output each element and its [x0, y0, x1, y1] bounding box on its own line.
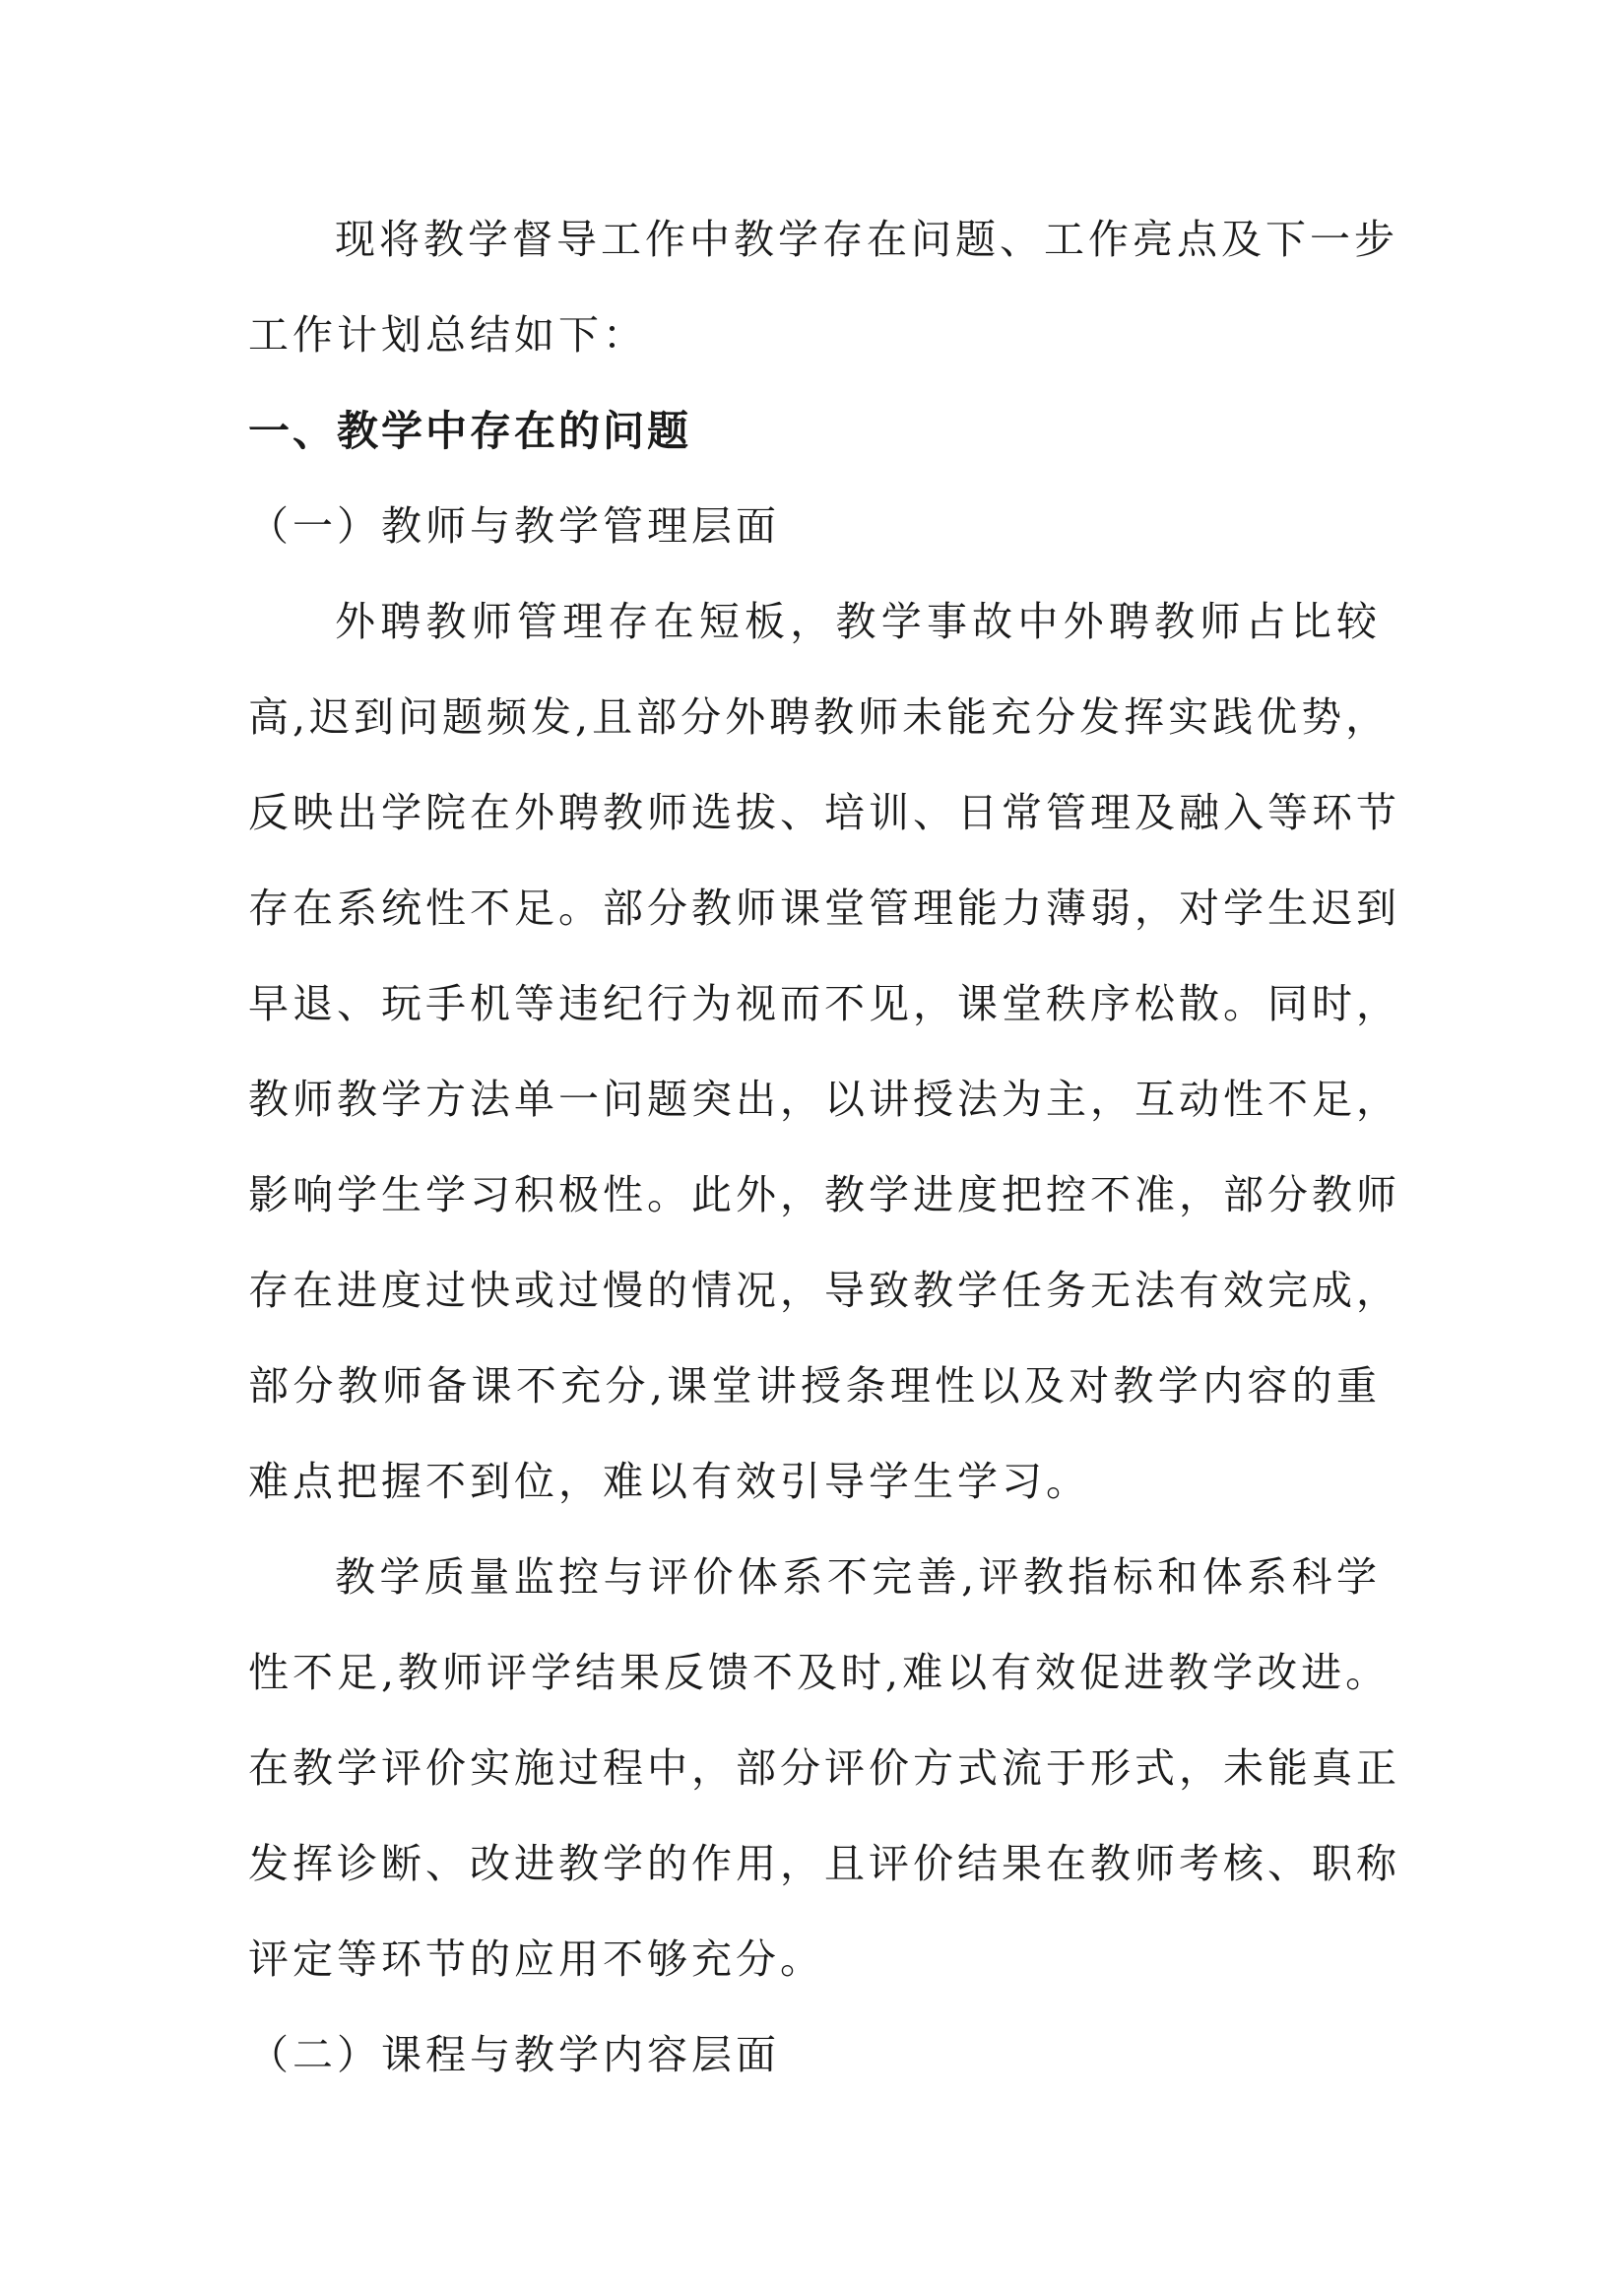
subsection-heading: （一）教师与教学管理层面 [248, 502, 780, 550]
section-heading: 一、教学中存在的问题 [248, 407, 692, 455]
subsection-heading: （二）课程与教学内容层面 [248, 2031, 780, 2078]
paragraph-line: 影响学生学习积极性。此外，教学进度把控不准，部分教师 [248, 1171, 1400, 1218]
paragraph-line: 存在系统性不足。部分教师课堂管理能力薄弱，对学生迟到 [248, 885, 1400, 932]
paragraph-line: 存在进度过快或过慢的情况，导致教学任务无法有效完成， [248, 1267, 1400, 1314]
paragraph-line: 教学质量监控与评价体系不完善,评教指标和体系科学 [335, 1553, 1381, 1601]
paragraph-line: 评定等环节的应用不够充分。 [248, 1935, 824, 1983]
paragraph-line: 反映出学院在外聘教师选拔、培训、日常管理及融入等环节 [248, 789, 1400, 836]
paragraph-line: 性不足,教师评学结果反馈不及时,难以有效促进教学改进。 [248, 1649, 1391, 1696]
paragraph-line: 发挥诊断、改进教学的作用，且评价结果在教师考核、职称 [248, 1840, 1400, 1887]
paragraph-line: 部分教师备课不充分,课堂讲授条理性以及对教学内容的重 [248, 1362, 1381, 1410]
paragraph-line: 难点把握不到位，难以有效引导学生学习。 [248, 1458, 1090, 1505]
paragraph-line: 教师教学方法单一问题突出，以讲授法为主，互动性不足， [248, 1076, 1400, 1123]
intro-line: 现将教学督导工作中教学存在问题、工作亮点及下一步 [335, 216, 1398, 263]
document-body [248, 192, 1400, 2103]
paragraph-line: 早退、玩手机等违纪行为视而不见，课堂秩序松散。同时， [248, 980, 1400, 1027]
paragraph-line: 在教学评价实施过程中，部分评价方式流于形式，未能真正 [248, 1744, 1400, 1792]
paragraph-line: 高,迟到问题频发,且部分外聘教师未能充分发挥实践优势， [248, 693, 1391, 741]
paragraph-line: 外聘教师管理存在短板，教学事故中外聘教师占比较 [335, 598, 1381, 645]
intro-line: 工作计划总结如下： [248, 311, 647, 359]
